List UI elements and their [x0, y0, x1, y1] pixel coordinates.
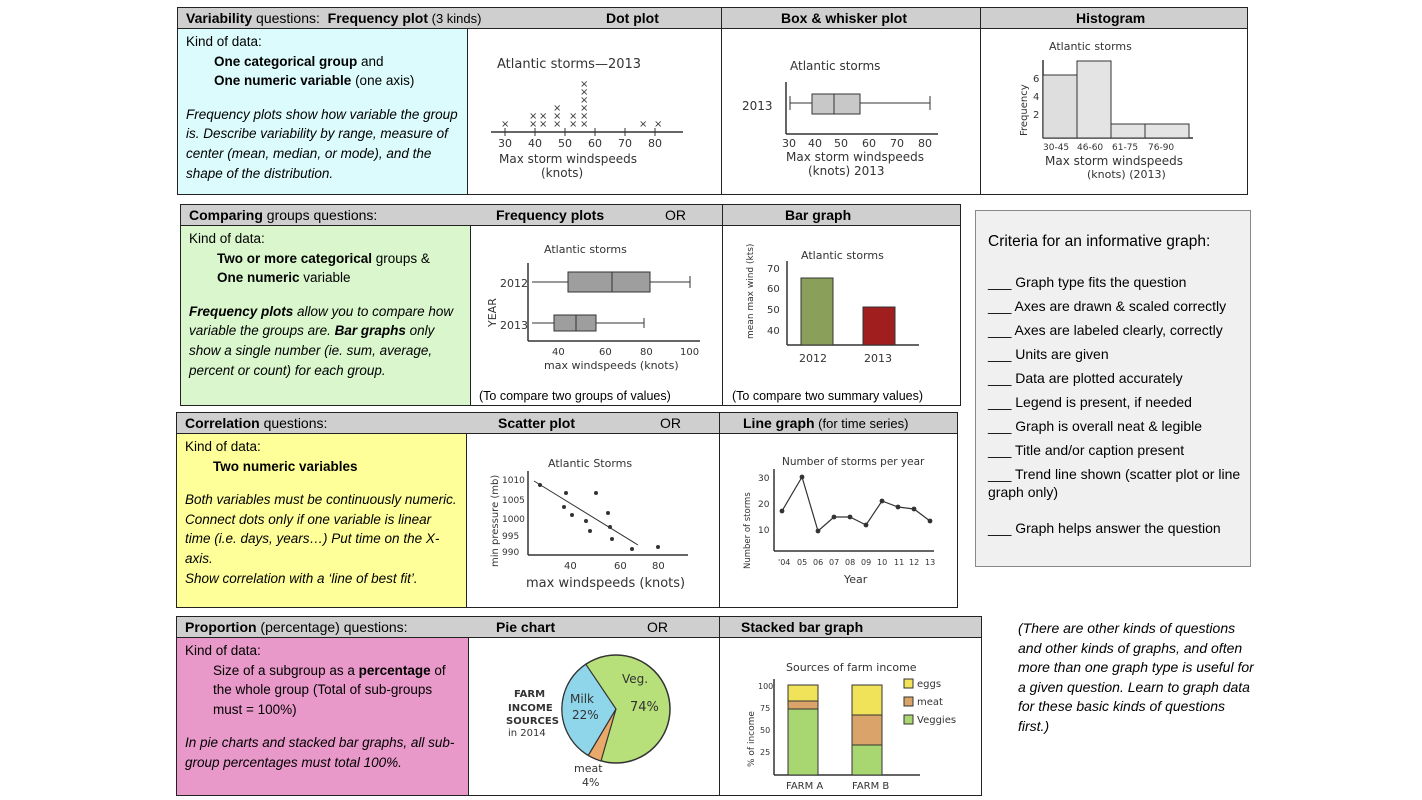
milk-label: Milk	[570, 692, 594, 706]
bin-label: 61-75	[1112, 143, 1139, 153]
tick-label: 60	[862, 137, 876, 150]
or-label: OR	[660, 415, 681, 431]
tick-label: 50	[558, 137, 572, 150]
scatter-heading: Scatter plot	[498, 415, 576, 431]
svg-text:×: ×	[553, 111, 562, 122]
scatter-sketch	[468, 435, 719, 607]
tick-label: 70	[767, 264, 780, 275]
footnote: (There are other kinds of questions and other kinds of graphs, and often more than one graph type is useful for a given question. Learn to graph data for these basic kinds of questions first.)	[1018, 620, 1254, 734]
correlation-header	[177, 413, 957, 434]
svg-text:×: ×	[639, 119, 648, 130]
tick-label: 40	[552, 347, 565, 358]
correlation-title: Correlation questions:	[185, 415, 328, 431]
legend-item: meat	[917, 697, 943, 708]
line-graph-sketch	[720, 435, 957, 607]
dot-plot-xlabel: Max storm windspeeds	[499, 152, 638, 166]
legend-item: eggs	[917, 679, 942, 690]
svg-text:×: ×	[539, 111, 548, 122]
pie-label: in 2014	[508, 728, 546, 739]
variability-title: Variability questions: Frequency plot (3 kinds)	[186, 10, 482, 26]
svg-text:×: ×	[539, 119, 548, 130]
box2-xlabel: max windspeeds (knots)	[544, 359, 679, 372]
tick-label: 990	[502, 548, 520, 558]
dot-plot-xlabel: (knots)	[541, 166, 584, 180]
comparing-info: Kind of data: Two or more categorical groups & One numeric variable Frequency plots allow you to compare how variable the groups are. Bar graphs only show a single number (ie. sum, average, percent or count) for each group.	[181, 226, 471, 405]
tick-label: 70	[618, 137, 632, 150]
line-title: Number of storms per year	[782, 456, 925, 468]
stacked-bar-sketch	[720, 639, 982, 796]
tick-label: 80	[918, 137, 932, 150]
tick-label: 06	[813, 558, 824, 567]
box2-title: Atlantic storms	[544, 243, 627, 256]
svg-text:×: ×	[529, 119, 538, 130]
criteria-box	[975, 210, 1251, 567]
tick-label: 995	[502, 532, 520, 542]
svg-text:×: ×	[553, 119, 562, 130]
tick-label: 30	[782, 137, 796, 150]
box-whisker-heading: Box & whisker plot	[781, 10, 908, 26]
tick-label: 10	[877, 558, 888, 567]
pie-chart-heading: Pie chart	[496, 619, 556, 635]
correlation-description: Both variables must be continuously numeric. Connect dots only if one variable is linear time (i.e. days, years…) Put time on the X-axis.	[185, 492, 457, 566]
scatter-title: Atlantic Storms	[548, 457, 633, 470]
correlation-section	[176, 412, 958, 608]
tick-label: 50	[767, 305, 780, 316]
line-ylabel: Number of storms	[743, 492, 753, 569]
tick-label: 100	[758, 682, 774, 691]
frequency-caption: (To compare two groups of values)	[479, 389, 671, 403]
veg-percent: 74%	[630, 700, 659, 715]
comparing-title: Comparing groups questions:	[189, 207, 378, 223]
tick-label: 1010	[502, 476, 525, 486]
variability-info: Kind of data: One categorical group and One numeric variable (one axis) Frequency plots show how variable the group is. Describe variability by range, measure of center (mean, median, or mode), and the shape of the distribution.	[178, 29, 468, 194]
legend-item: Veggies	[917, 715, 957, 726]
svg-text:×: ×	[580, 87, 589, 98]
tick-label: 60	[767, 284, 780, 295]
criteria-item: ___ Graph helps answer the question	[988, 520, 1221, 536]
or-label: OR	[665, 207, 686, 223]
meat-label: meat	[574, 762, 603, 775]
tick-label: 1000	[502, 515, 525, 525]
bar-graph-sketch	[723, 227, 961, 385]
tick-label: 10	[758, 526, 770, 536]
hist-xlabel: (knots) (2013)	[1087, 168, 1166, 181]
stacked-title: Sources of farm income	[786, 661, 917, 674]
tick-label: 50	[834, 137, 848, 150]
hist-title: Atlantic storms	[1049, 40, 1132, 53]
pie-label: SOURCES	[506, 716, 559, 727]
comparing-section	[180, 204, 961, 406]
tick-label: '04	[778, 558, 791, 567]
category-label: 2013	[500, 319, 528, 332]
category-label: FARM B	[852, 781, 890, 792]
box2-ylabel: YEAR	[486, 298, 499, 327]
criteria-item: ___ Legend is present, if needed	[988, 394, 1192, 410]
bin-label: 76-90	[1148, 143, 1175, 153]
histogram-heading: Histogram	[1076, 10, 1146, 26]
tick-label: 70	[890, 137, 904, 150]
svg-text:×: ×	[529, 111, 538, 122]
frequency-plots-heading: Frequency plots	[496, 207, 605, 223]
stacked-ylabel: % of income	[747, 711, 757, 767]
proportion-info: Kind of data: Size of a subgroup as a percentage of the whole group (Total of sub-groups must = 100%) In pie charts and stacked bar graphs, all sub-group percentages must total 100%.	[177, 638, 469, 795]
tick-label: 13	[925, 558, 936, 567]
histogram-sketch	[981, 30, 1247, 194]
comparison-box-sketch	[472, 227, 722, 385]
comparing-header	[181, 205, 960, 226]
proportion-description: In pie charts and stacked bar graphs, all sub-group percentages must total 100%.	[185, 735, 455, 770]
svg-text:×: ×	[580, 119, 589, 130]
criteria-title: Criteria for an informative graph:	[988, 233, 1211, 250]
criteria-item: ___ Title and/or caption present	[988, 442, 1185, 458]
tick-label: 60	[599, 347, 612, 358]
tick-label: 20	[758, 500, 770, 510]
scatter-xlabel: max windspeeds (knots)	[526, 576, 686, 591]
line-xlabel: Year	[844, 573, 868, 586]
tick-label: 40	[767, 326, 780, 337]
criteria-item: ___ Data are plotted accurately	[988, 370, 1183, 386]
dot-plot-sketch	[469, 30, 721, 194]
svg-text:×: ×	[580, 103, 589, 114]
criteria-item: ___ Axes are drawn & scaled correctly	[988, 298, 1227, 314]
svg-text:×: ×	[553, 103, 562, 114]
box-xlabel: Max storm windspeeds	[786, 150, 925, 164]
bar-caption: (To compare two summary values)	[732, 389, 924, 403]
correlation-description-2: Show correlation with a ‘line of best fit’.	[185, 570, 418, 586]
tick-label: 25	[760, 748, 771, 757]
bar-title: Atlantic storms	[801, 249, 884, 262]
box-ylabel: 2013	[742, 99, 773, 113]
pie-label: INCOME	[508, 703, 553, 714]
svg-text:×: ×	[654, 119, 663, 130]
or-label: OR	[647, 619, 668, 635]
svg-text:×: ×	[580, 111, 589, 122]
variability-description: Frequency plots show how variable the group is. Describe variability by range, measure of center (mean, median, or mode), and the shape of the distribution.	[186, 106, 458, 181]
bar-graph-heading: Bar graph	[785, 207, 852, 223]
tick-label: 30	[758, 474, 770, 484]
tick-label: 30	[498, 137, 512, 150]
tick-label: 100	[680, 347, 700, 358]
tick-label: 6	[1033, 74, 1040, 85]
veg-label: Veg.	[622, 672, 649, 686]
criteria-item: ___ Graph type fits the question	[988, 274, 1187, 290]
tick-label: 08	[845, 558, 856, 567]
tick-label: 12	[909, 558, 920, 567]
meat-percent: 4%	[582, 776, 600, 789]
tick-label: 50	[760, 726, 771, 735]
box-title: Atlantic storms	[790, 59, 881, 73]
criteria-item: ___ Units are given	[988, 346, 1109, 362]
correlation-info: Kind of data: Two numeric variables Both variables must be continuously numeric. Connect dots only if one variable is linear time (i.e. days, years…) Put time on the X-axis. Show correlation with a ‘line of best fit’.	[177, 434, 467, 607]
category-label: 2012	[799, 352, 827, 365]
tick-label: 60	[588, 137, 602, 150]
dot-plot-heading: Dot plot	[606, 10, 659, 26]
tick-label: 40	[528, 137, 542, 150]
svg-text:×: ×	[580, 79, 589, 90]
tick-label: 80	[640, 347, 653, 358]
category-label: 2013	[864, 352, 892, 365]
svg-text:×: ×	[501, 119, 510, 130]
criteria-item: ___ Axes are labeled clearly, correctly	[988, 322, 1223, 338]
tick-label: 60	[614, 561, 627, 572]
category-label: 2012	[500, 277, 528, 290]
tick-label: 07	[829, 558, 840, 567]
svg-text:×: ×	[569, 111, 578, 122]
tick-label: 40	[564, 561, 577, 572]
bar-ylabel: mean max wind (kts)	[746, 243, 756, 339]
tick-label: 11	[894, 558, 905, 567]
tick-label: 2	[1033, 110, 1040, 121]
comparing-description: Frequency plots allow you to compare how variable the groups are. Bar graphs only show a single number (ie. sum, average, percent or count) for each group.	[189, 303, 454, 378]
tick-label: 09	[861, 558, 872, 567]
proportion-header	[177, 617, 981, 638]
tick-label: 4	[1033, 92, 1040, 103]
hist-ylabel: Frequency	[1019, 84, 1030, 136]
tick-label: 75	[760, 704, 771, 713]
milk-percent: 22%	[572, 708, 599, 722]
criteria-item: ___ Graph is overall neat & legible	[988, 418, 1203, 434]
tick-label: 40	[808, 137, 822, 150]
dot-plot-title: Atlantic storms—2013	[497, 57, 642, 72]
box-whisker-sketch	[722, 30, 980, 194]
proportion-title: Proportion (percentage) questions:	[185, 619, 408, 635]
scatter-ylabel: min pressure (mb)	[490, 474, 501, 567]
tick-label: 1005	[502, 496, 525, 506]
bin-label: 46-60	[1077, 143, 1104, 153]
line-graph-heading: Line graph (for time series)	[743, 415, 909, 431]
box-xlabel: (knots) 2013	[808, 164, 885, 178]
tick-label: 05	[797, 558, 808, 567]
svg-text:×: ×	[569, 119, 578, 130]
hist-xlabel: Max storm windspeeds	[1045, 154, 1184, 168]
category-label: FARM A	[786, 781, 824, 792]
variability-section	[177, 7, 1248, 195]
tick-label: 80	[648, 137, 662, 150]
bin-label: 30-45	[1043, 143, 1070, 153]
svg-text:×: ×	[580, 95, 589, 106]
proportion-section	[176, 616, 982, 796]
stacked-bar-heading: Stacked bar graph	[741, 619, 864, 635]
variability-header	[178, 8, 1247, 29]
tick-label: 80	[652, 561, 665, 572]
criteria-item: ___ Trend line shown (scatter plot or line graph only)	[988, 466, 1241, 500]
pie-chart-sketch	[470, 639, 719, 796]
pie-label: FARM	[514, 689, 546, 700]
